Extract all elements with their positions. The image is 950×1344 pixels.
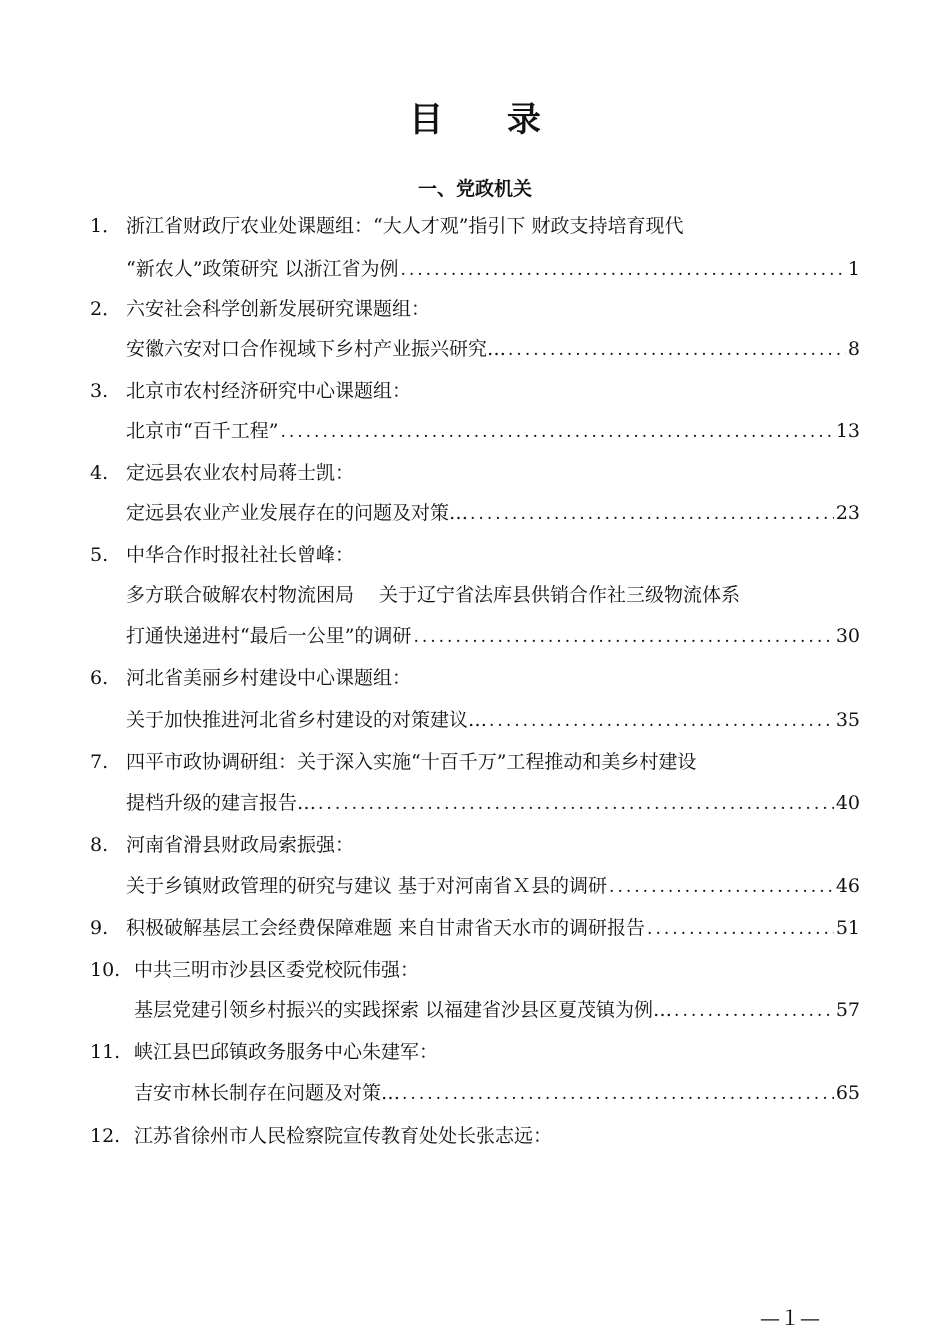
entry-number: 5. <box>90 544 109 566</box>
dot-leader <box>647 916 834 942</box>
toc-entry-5-line2 <box>126 582 740 608</box>
toc-entry-7-line1 <box>90 749 696 775</box>
entry-title: 北京市“百千工程” <box>126 420 279 442</box>
entry-author: 河南省滑县财政局索振强： <box>126 834 355 856</box>
page-number: 40 <box>835 792 860 814</box>
entry-number: 1． <box>90 215 122 237</box>
entry-title-cont: 打通快递进村“最后一公里”的调研 <box>126 625 412 647</box>
toc-entry-5-line1 <box>90 542 354 568</box>
page-number: 57 <box>835 999 860 1021</box>
entry-title: 多方联合破解农村物流困局 关于辽宁省法库县供销合作社三级物流体系 <box>126 584 741 606</box>
toc-entry-11-line2[interactable] <box>134 1080 860 1107</box>
page-number: 46 <box>835 875 860 897</box>
entry-title: 关于乡镇财政管理的研究与建议 基于对河南省Ｘ县的调研 <box>126 875 608 897</box>
page-number: 30 <box>835 625 860 647</box>
toc-entry-8-line1 <box>90 832 354 858</box>
toc-entry-9-line1[interactable] <box>90 915 860 942</box>
toc-entry-1-line1 <box>90 213 683 239</box>
entry-title: 吉安市林长制存在问题及对策… <box>134 1082 401 1104</box>
page-footer-number: —１— <box>760 1306 820 1330</box>
entry-number: 8. <box>90 834 109 856</box>
toc-entry-2-line2[interactable] <box>126 336 860 363</box>
entry-title: 基层党建引领乡村振兴的实践探索 以福建省沙县区夏茂镇为例… <box>134 999 673 1021</box>
page-number: 51 <box>835 917 860 939</box>
entry-author: 江苏省徐州市人民检察院宣传教育处处长张志远： <box>134 1125 553 1147</box>
toc-entry-6-line2[interactable] <box>126 707 860 734</box>
entry-number: 2． <box>90 298 122 320</box>
toc-entry-4-line2[interactable] <box>126 500 860 527</box>
toc-entry-8-line2[interactable] <box>126 873 860 900</box>
page-number: 23 <box>835 502 860 524</box>
entry-author: 浙江省财政厅农业处课题组：“大人才观”指引下 财政支持培育现代 <box>126 215 684 237</box>
toc-entry-7-line2[interactable] <box>126 790 860 817</box>
dot-leader <box>470 501 834 527</box>
entry-title: “新农人”政策研究 以浙江省为例 <box>126 258 399 280</box>
toc-entry-10-line2[interactable] <box>134 997 860 1024</box>
entry-title: 关于加快推进河北省乡村建设的对策建议… <box>126 709 488 731</box>
entry-author: 中共三明市沙县区委党校阮伟强： <box>134 959 420 981</box>
entry-author: 中华合作时报社社长曾峰： <box>126 544 355 566</box>
entry-number: 6. <box>90 667 109 689</box>
entry-author: 峡江县巴邱镇政务服务中心朱建军： <box>134 1041 439 1063</box>
dot-leader <box>609 874 834 900</box>
toc-entry-11-line1 <box>90 1039 438 1065</box>
dot-leader <box>489 708 834 734</box>
page-title: 目 录 <box>409 100 567 140</box>
dot-leader <box>402 1081 834 1107</box>
dot-leader <box>508 337 846 363</box>
entry-title: 安徽六安对口合作视域下乡村产业振兴研究… <box>126 338 507 360</box>
entry-title: 定远县农业产业发展存在的问题及对策… <box>126 502 469 524</box>
page-number: 35 <box>835 709 860 731</box>
toc-entry-2-line1 <box>90 296 430 322</box>
entry-number: 10. <box>90 959 121 981</box>
entry-author: 六安社会科学创新发展研究课题组： <box>126 298 431 320</box>
page-number: 8 <box>847 338 860 360</box>
dot-leader <box>413 624 833 650</box>
toc-entry-5-line3[interactable] <box>126 623 860 650</box>
toc-entry-1-line2[interactable] <box>126 256 860 283</box>
entry-author: 四平市政协调研组：关于深入实施“十百千万”工程推动和美乡村建设 <box>126 751 697 773</box>
entry-number: 4. <box>90 462 109 484</box>
dot-leader <box>400 257 845 283</box>
dot-leader <box>318 791 834 817</box>
section-heading: 一、党政机关 <box>417 178 532 200</box>
entry-title: 积极破解基层工会经费保障难题 来自甘肃省天水市的调研报告 <box>126 917 646 939</box>
entry-author: 河北省美丽乡村建设中心课题组： <box>126 667 412 689</box>
entry-number: 3. <box>90 380 109 402</box>
entry-number: 12. <box>90 1125 121 1147</box>
entry-number: 11. <box>90 1041 121 1063</box>
toc-entry-3-line2[interactable] <box>126 418 860 445</box>
entry-author: 北京市农村经济研究中心课题组： <box>126 380 412 402</box>
toc-entry-10-line1 <box>90 957 419 983</box>
dot-leader <box>280 419 833 445</box>
toc-entry-12-line1 <box>90 1123 552 1149</box>
entry-number: 9. <box>90 917 109 939</box>
entry-number: 7. <box>90 751 109 773</box>
dot-leader <box>674 998 834 1024</box>
toc-entry-4-line1 <box>90 460 354 486</box>
page-number: 1 <box>847 258 860 280</box>
toc-entry-6-line1 <box>90 665 411 691</box>
toc-entry-3-line1 <box>90 378 411 404</box>
page-number: 13 <box>835 420 860 442</box>
entry-title: 提档升级的建言报告… <box>126 792 317 814</box>
entry-author: 定远县农业农村局蒋士凯： <box>126 462 355 484</box>
page-number: 65 <box>835 1082 860 1104</box>
